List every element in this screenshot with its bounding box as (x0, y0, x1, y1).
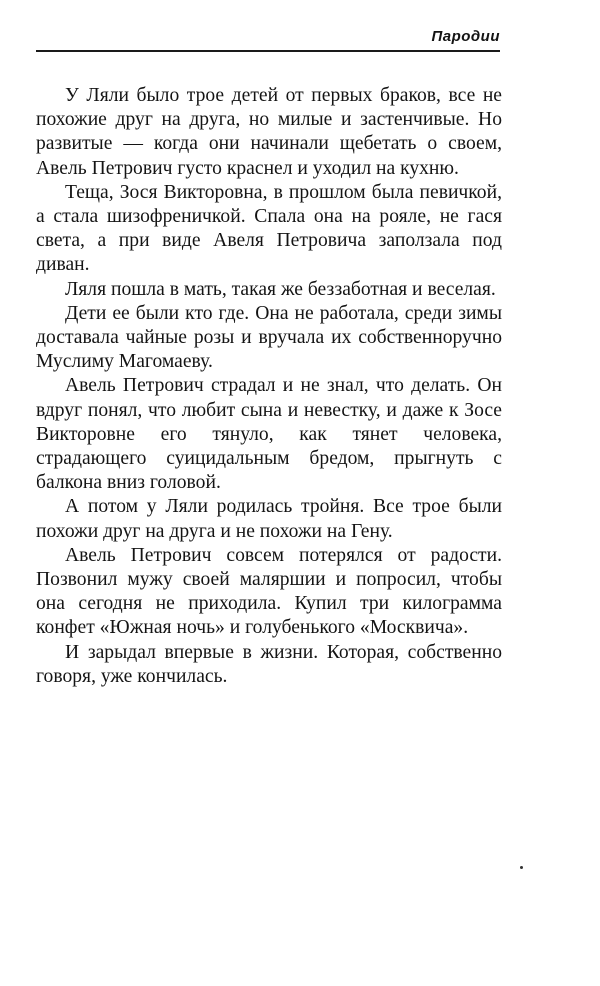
paragraph: А потом у Ляли родилась тройня. Все трое были похожи друг на друга и не похожи на Гену. (36, 496, 502, 542)
paragraph: У Ляли было трое детей от первых браков, все не похожие друг на друга, но милые и застенчивые. Но развитые — когда они начинали щебетать о своем, Авель Петрович густо краснел и уходил на кухню. (36, 85, 502, 179)
scan-speck (520, 866, 523, 869)
paragraph: Ляля пошла в мать, такая же беззаботная и веселая. (65, 278, 496, 300)
paragraph: Дети ее были кто где. Она не работала, среди зимы доставала чайные розы и вручала их собственноручно Муслиму Магомаеву. (36, 302, 502, 373)
paragraph: И зарыдал впервые в жизни. Которая, собственно говоря, уже кончилась. (36, 641, 502, 687)
paragraph: Теща, Зося Викторовна, в прошлом была певичкой, а стала шизофреничкой. Спала она на рояле, не гася света, а при виде Авеля Петровича заползала под диван. (36, 181, 502, 276)
paragraph: Авель Петрович совсем потерялся от радости. Позвонил мужу своей маляршии и попросил, чтобы она сегодня не приходила. Купил три килограмма конфет «Южная ночь» и голубенького «Москвича». (36, 544, 502, 639)
section-title: Пародии (431, 28, 500, 45)
running-header (36, 26, 500, 52)
body-text (36, 84, 502, 689)
paragraph: Авель Петрович страдал и не знал, что делать. Он вдруг понял, что любит сына и невестку, и даже к Зосе Викторовне его тянуло, как тянет человека, страдающего суицидальным бредом, прыгнуть с балкона вниз головой. (36, 375, 502, 494)
